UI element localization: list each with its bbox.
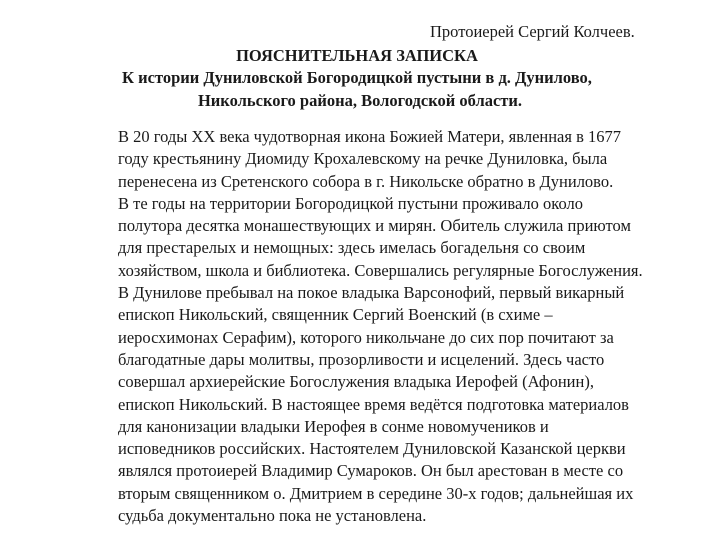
body-line: полутора десятка монашествующих и мирян. Обитель служила приютом bbox=[118, 216, 631, 236]
title-line-2: К истории Дуниловской Богородицкой пустыни в д. Дунилово, bbox=[122, 68, 592, 87]
body-line: являлся протоиерей Владимир Сумароков. Он был арестован в месте со bbox=[118, 461, 624, 481]
body-line: иеросхимонах Серафим), которого никольчане до сих пор почитают за bbox=[118, 327, 614, 347]
author-line: Протоиерей Сергий Колчеев. bbox=[430, 22, 635, 41]
body-line: В 20 годы XX века чудотворная икона Божией Матери, явленная в 1677 bbox=[118, 127, 622, 146]
body-text bbox=[118, 126, 718, 527]
body-line: исповедников российских. Настоятелем Дуниловской Казанской церкви bbox=[118, 439, 626, 459]
body-line: епископ Никольский. В настоящее время ведётся подготовка материалов bbox=[118, 394, 629, 414]
body-line: для канонизации владыки Иерофея в сонме новомучеников и bbox=[118, 416, 549, 436]
body-line: судьба документально пока не установлена. bbox=[118, 506, 427, 526]
body-line: епископ Никольский, священник Сергий Военский (в схиме – bbox=[118, 305, 553, 325]
body-line: перенесена из Сретенского собора в г. Никольске обратно в Дунилово. bbox=[118, 171, 614, 191]
title-line-1: ПОЯСНИТЕЛЬНАЯ ЗАПИСКА bbox=[236, 46, 478, 65]
body-line: для престарелых и немощных: здесь имелась богадельня со своим bbox=[118, 238, 586, 258]
body-line: В Дунилове пребывал на покое владыка Варсонофий, первый викарный bbox=[118, 283, 625, 303]
body-line: благодатные дары молитвы, прозорливости и исцелений. Здесь часто bbox=[118, 349, 605, 369]
body-line: вторым священником о. Дмитрием в середине 30-х годов; дальнейшая их bbox=[118, 483, 634, 503]
body-line: хозяйством, школа и библиотека. Совершались регулярные Богослужения. bbox=[118, 260, 643, 280]
body-line: году крестьянину Диомиду Крохалевскому на речке Дуниловка, была bbox=[118, 149, 608, 169]
body-line: В те годы на территории Богородицкой пустыни проживало около bbox=[118, 193, 583, 213]
body-line: совершал архиерейские Богослужения владыка Иерофей (Афонин), bbox=[118, 372, 594, 392]
title-line-3: Никольского района, Вологодской области. bbox=[197, 91, 523, 110]
